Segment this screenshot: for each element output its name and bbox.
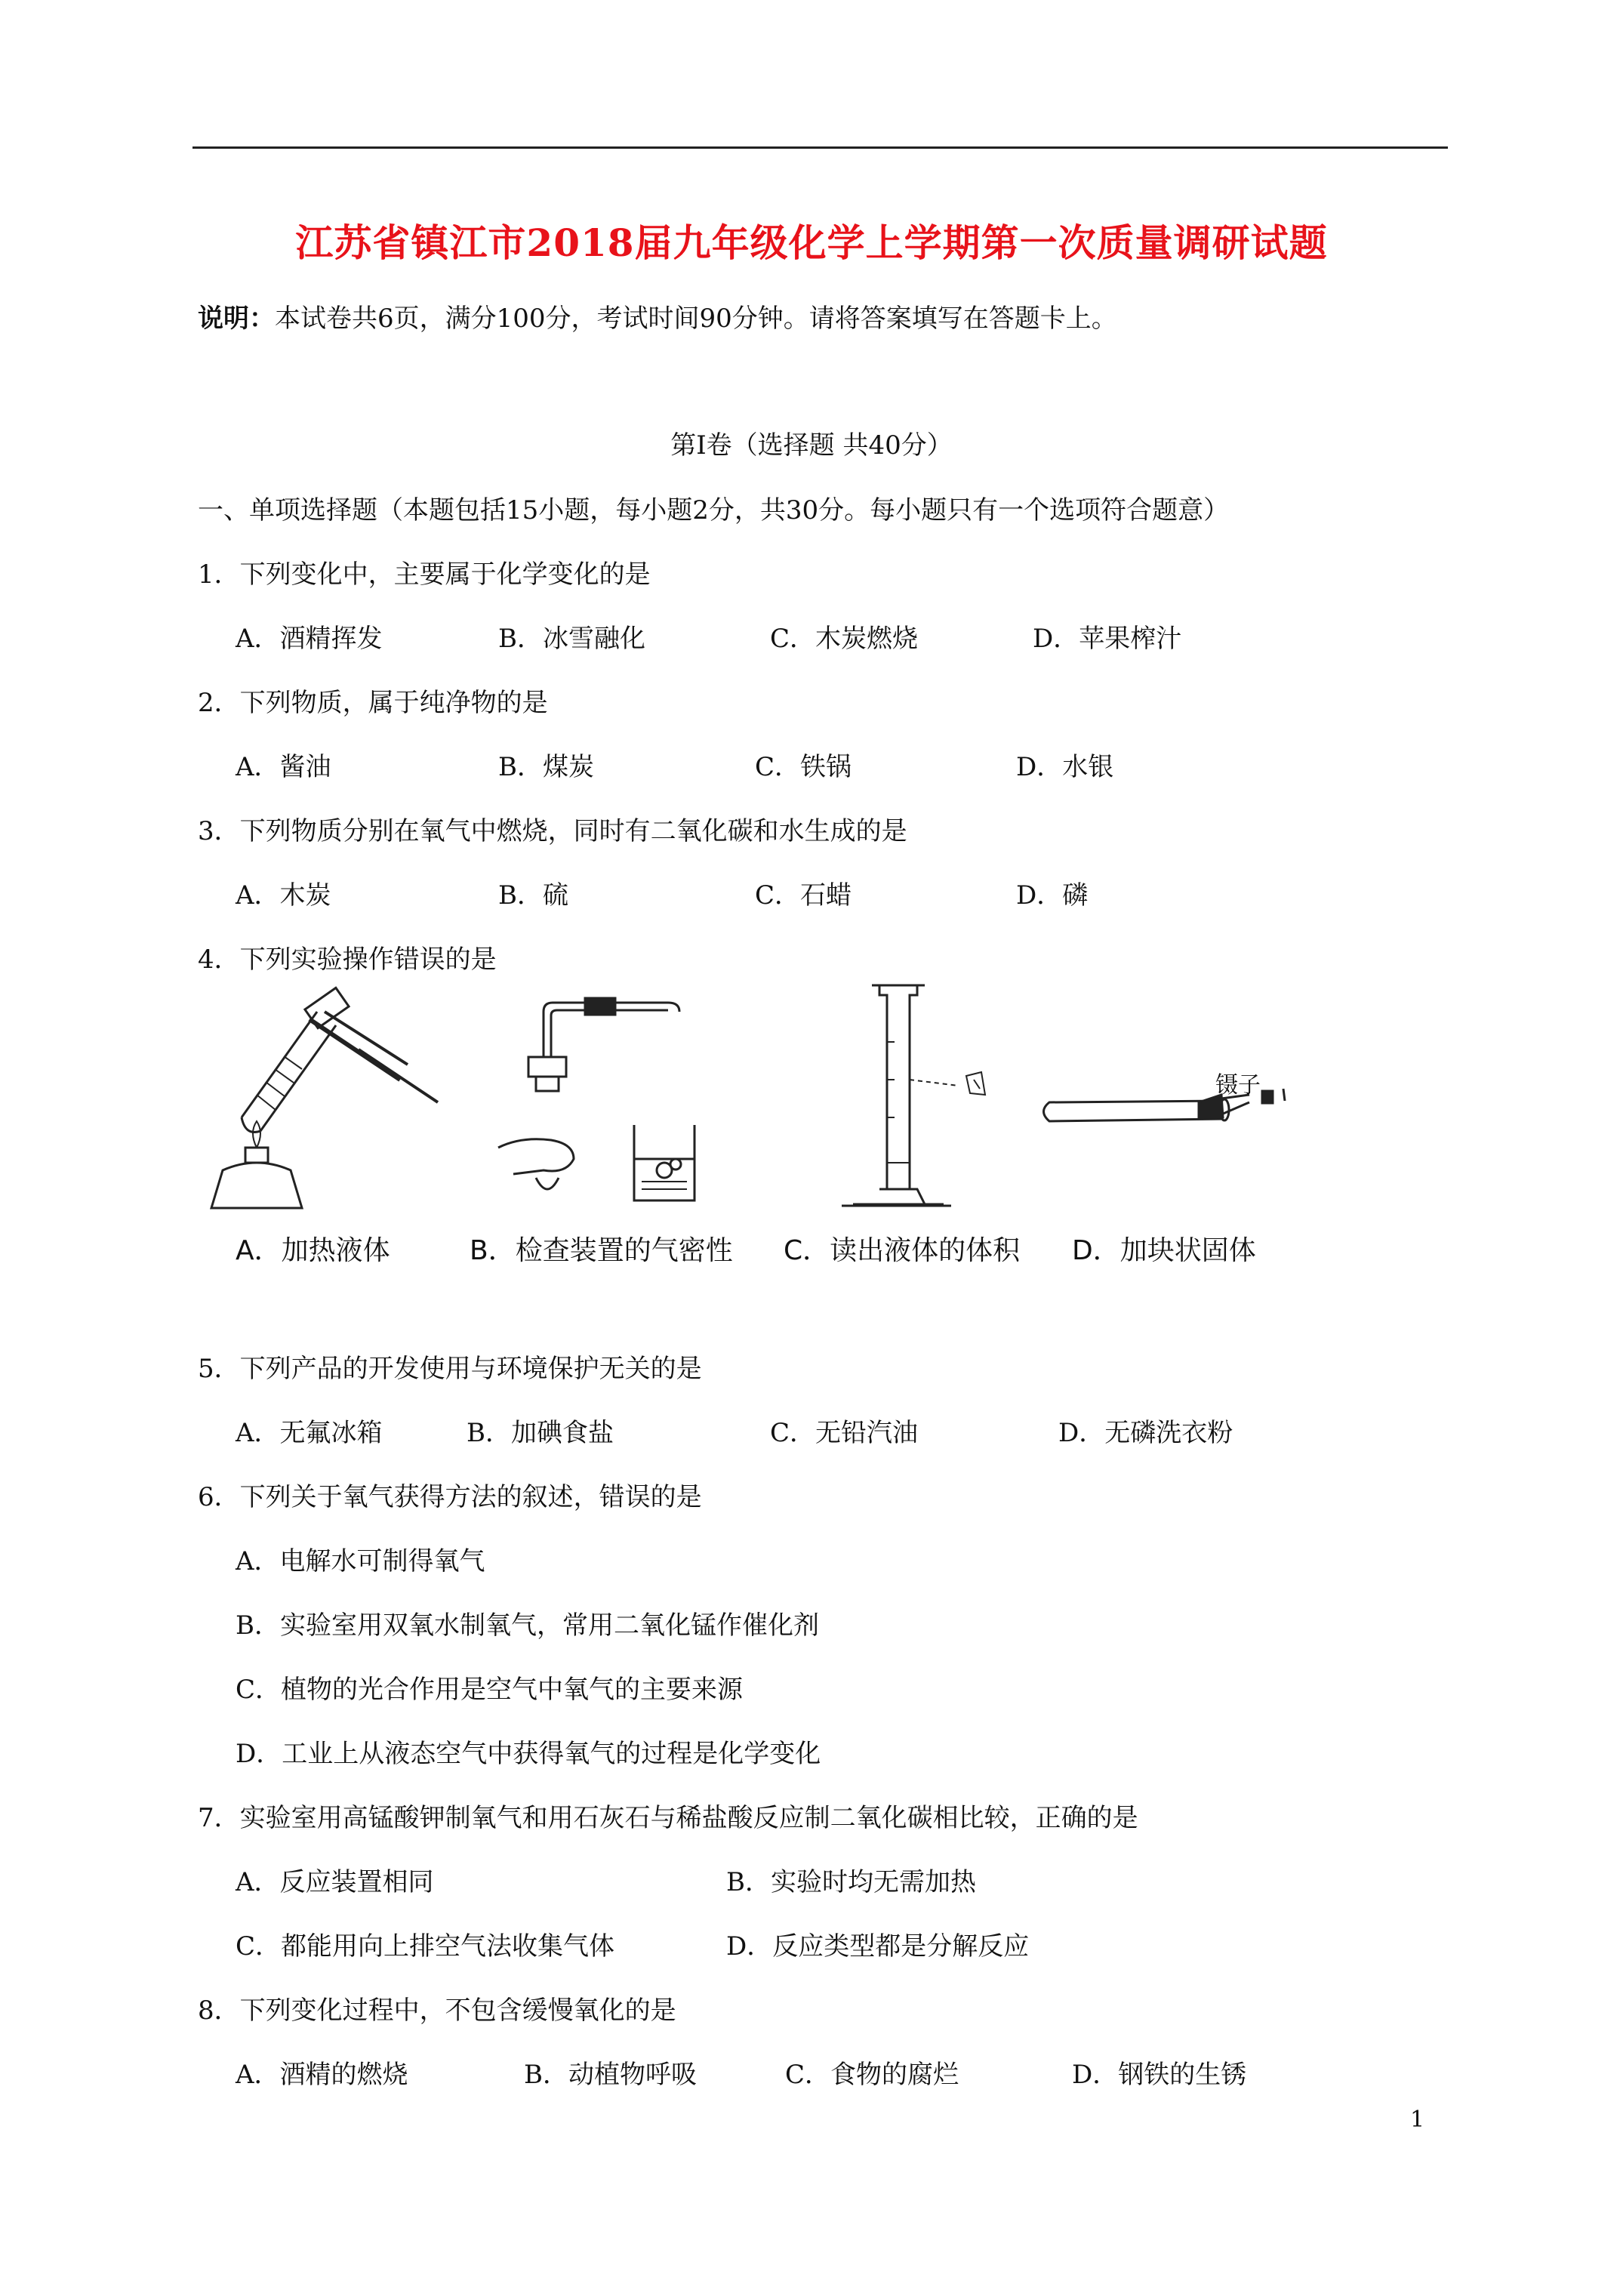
- cylinder-reading-figure: [838, 982, 1027, 1212]
- option-a: A．电解水可制得氧气: [236, 1546, 485, 1576]
- option-c: C．都能用向上排空气法收集气体: [236, 1931, 615, 1962]
- option-c: C．木炭燃烧: [770, 624, 919, 654]
- option-b: B．动植物呼吸: [524, 2060, 697, 2090]
- option-b: B．实验室用双氧水制氧气，常用二氧化锰作催化剂: [236, 1610, 819, 1641]
- instructions: [198, 297, 1117, 334]
- header-rule: [192, 146, 1448, 149]
- option-a: A．木炭: [236, 880, 331, 911]
- option-c: C．植物的光合作用是空气中氧气的主要来源: [236, 1675, 744, 1705]
- question-stem: 6．下列关于氧气获得方法的叙述，错误的是: [198, 1482, 702, 1512]
- option-b: B．煤炭: [498, 752, 594, 782]
- option-b: B．实验时均无需加热: [726, 1867, 976, 1897]
- figure-caption-a: A．加热液体: [236, 1235, 390, 1266]
- tweezers-label: 镊子: [1215, 1072, 1261, 1099]
- document-title: 江苏省镇江市2018届九年级化学上学期第一次质量调研试题: [295, 220, 1328, 265]
- option-a: A．酱油: [236, 752, 331, 782]
- part-heading: 第Ⅰ卷（选择题 共40分）: [670, 430, 953, 461]
- option-c: C．无铅汽油: [770, 1418, 919, 1448]
- section-heading: 一、单项选择题（本题包括15小题，每小题2分，共30分。每小题只有一个选项符合题意）: [198, 495, 1230, 525]
- option-a: A．无氟冰箱: [236, 1418, 383, 1448]
- option-a: A．酒精挥发: [236, 624, 383, 654]
- instructions-label: 说明：: [198, 304, 275, 334]
- question-stem: 7．实验室用高锰酸钾制氧气和用石灰石与稀盐酸反应制二氧化碳相比较，正确的是: [198, 1803, 1138, 1833]
- question-stem: 4．下列实验操作错误的是: [198, 945, 497, 975]
- question-stem: 2．下列物质，属于纯净物的是: [198, 688, 548, 718]
- option-a: A．酒精的燃烧: [236, 2060, 408, 2090]
- option-b: B．冰雪融化: [498, 624, 645, 654]
- option-d: D．无磷洗衣粉: [1058, 1418, 1233, 1448]
- option-d: D．工业上从液态空气中获得氧气的过程是化学变化: [236, 1739, 821, 1769]
- option-b: B．硫: [498, 880, 568, 911]
- option-d: D．钢铁的生锈: [1072, 2060, 1247, 2090]
- instructions-text: 本试卷共6页，满分100分，考试时间90分钟。请将答案填写在答题卡上。: [275, 304, 1117, 334]
- figure-caption-c: C．读出液体的体积: [784, 1235, 1021, 1266]
- option-c: C．铁锅: [755, 752, 852, 782]
- page-number: 1: [1410, 2106, 1425, 2133]
- option-b: B．加碘食盐: [467, 1418, 614, 1448]
- option-d: D．反应类型都是分解反应: [726, 1931, 1030, 1962]
- option-a: A．反应装置相同: [236, 1867, 434, 1897]
- option-d: D．磷: [1016, 880, 1089, 911]
- option-d: D．苹果榨汁: [1033, 624, 1182, 654]
- question-stem: 1．下列变化中，主要属于化学变化的是: [198, 559, 651, 590]
- question-stem: 3．下列物质分别在氧气中燃烧，同时有二氧化碳和水生成的是: [198, 816, 907, 846]
- option-c: C．石蜡: [755, 880, 852, 911]
- option-d: D．水银: [1016, 752, 1114, 782]
- figure-caption-d: D．加块状固体: [1072, 1235, 1256, 1266]
- figure-caption-b: B．检查装置的气密性: [470, 1235, 733, 1266]
- question-stem: 5．下列产品的开发使用与环境保护无关的是: [198, 1354, 702, 1384]
- question-stem: 8．下列变化过程中，不包含缓慢氧化的是: [198, 1996, 676, 2026]
- option-c: C．食物的腐烂: [785, 2060, 959, 2090]
- airtightness-check-figure: [491, 989, 694, 1216]
- heating-liquid-figure: [211, 982, 460, 1223]
